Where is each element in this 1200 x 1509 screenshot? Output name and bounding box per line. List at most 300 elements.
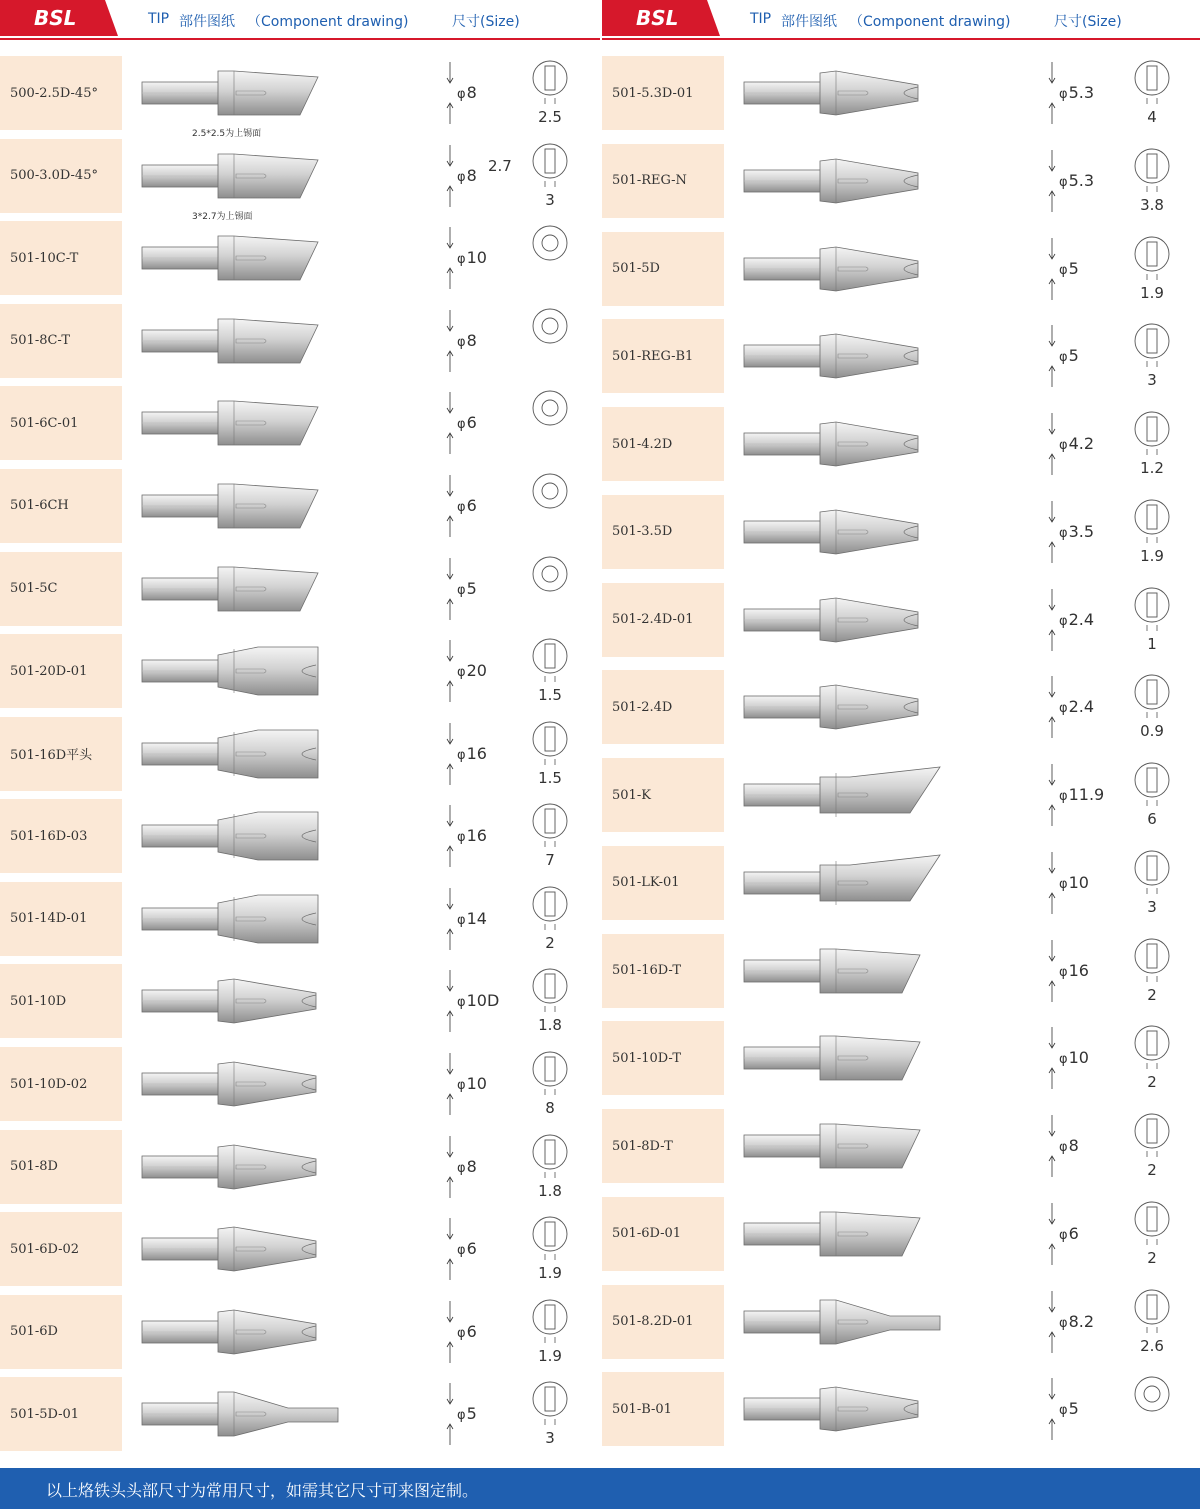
title-en: （Component drawing) [849,14,1011,30]
tip-width-value: 1.2 [1140,459,1164,477]
end-view [520,58,580,132]
end-view [520,1297,580,1371]
diameter-dimension [445,471,505,541]
dimension-arrow-icon [1047,1199,1057,1269]
tip-width-value: 1.8 [538,1181,562,1200]
diameter-dimension [445,554,505,624]
part-number: 501-8.2D-01 [602,1285,724,1359]
end-view [1122,672,1182,746]
tip-drawing [138,222,348,294]
part-number: 501-16D-03 [0,799,122,873]
tip-width-value: 2 [1147,1161,1157,1179]
end-view [520,801,580,875]
tip-row [0,469,600,543]
tip-width-value: 4 [1147,108,1157,126]
tip-row [0,1130,600,1204]
tip-row [602,407,1200,481]
diameter-dimension [445,801,505,871]
tip-drawing [138,305,348,377]
tip-drawing [138,883,348,955]
tip-drawing-container [740,1373,950,1449]
tip-drawing-container [138,718,348,794]
part-number: 500-3.0D-45° [0,139,122,213]
diameter-value: φ 2.4 [1059,610,1094,629]
end-view [520,719,580,793]
diameter-value: φ 20 [457,661,487,680]
tip-label: TIP [148,11,170,27]
tip-width-value: 1.8 [538,1016,562,1035]
dimension-arrow-icon [445,1132,455,1202]
tip-row [0,139,600,222]
part-number: 501-5D [602,232,724,306]
diameter-dimension [445,58,505,128]
end-view [520,636,580,710]
dimension-arrow-icon [445,884,455,954]
tip-drawing [138,1213,348,1285]
end-view-icon [1130,58,1174,110]
end-view [520,966,580,1040]
part-number: 501-14D-01 [0,882,122,956]
tip-width-value: 2.5 [538,108,562,126]
end-view [520,223,580,297]
tip-drawing-container [740,1198,950,1274]
end-view [520,141,580,215]
tip-drawing-container [740,57,950,133]
tip-drawing [740,57,950,129]
diameter-dimension [1047,1287,1107,1357]
tip-drawing [740,1022,950,1094]
dimension-arrow-icon [1047,585,1057,655]
tip-row [0,882,600,956]
end-view [1122,146,1182,220]
diameter-dimension [1047,58,1107,128]
tip-drawing [138,387,348,459]
tip-width-value: 1.5 [538,768,562,787]
tip-drawing [138,57,348,129]
tip-width-value: 3.8 [1140,195,1164,214]
end-view-icon [1130,409,1174,461]
tip-width-value: 0.9 [1140,722,1164,741]
end-view-icon [528,719,572,771]
diameter-value: φ 5.3 [1059,83,1094,102]
tip-row [602,583,1200,657]
tip-drawing-container [740,1286,950,1362]
tip-drawing-container [138,883,348,959]
tip-width-value: 1.9 [538,1346,562,1365]
tip-drawing-container [138,222,348,298]
dimension-arrow-icon [1047,760,1057,830]
part-number: 501-16D平头 [0,717,122,791]
end-view [1122,234,1182,308]
dimension-arrow-icon [1047,234,1057,304]
end-view-icon [528,388,572,440]
tip-row [0,1377,600,1451]
end-view-icon [528,141,572,193]
dimension-arrow-icon [445,966,455,1036]
dimension-arrow-icon [445,58,455,128]
title-cn: 部件图纸 [179,14,235,30]
tip-drawing [740,233,950,305]
diameter-dimension [1047,848,1107,918]
tip-drawing [740,671,950,743]
tinning-note: 3*2.7为上锡面 [192,211,253,222]
part-number: 501-5.3D-01 [602,56,724,130]
tip-drawing [740,496,950,568]
dimension-arrow-icon [445,388,455,458]
tip-width-value: 1.9 [1140,283,1164,302]
dimension-arrow-icon [1047,58,1057,128]
diameter-value: φ 5 [1059,346,1079,365]
tip-drawing [138,1048,348,1120]
tip-row [0,717,600,791]
end-view [1122,1287,1182,1361]
tip-row [602,144,1200,218]
logo-text: BSL [34,6,77,30]
tip-drawing [740,1373,950,1445]
diameter-value: φ 6 [457,413,477,432]
diameter-value: φ 11.9 [1059,785,1104,804]
tip-width-value: 3 [1147,897,1157,916]
tip-width-value: 1.9 [538,1264,562,1283]
dimension-arrow-icon [445,1049,455,1119]
tip-drawing [740,584,950,656]
end-view-icon [1130,1023,1174,1075]
dimension-arrow-icon [445,719,455,789]
tip-width-value: 2 [1147,1248,1157,1267]
tip-label: TIP [750,11,772,27]
tip-drawing-container [138,800,348,876]
diameter-dimension [445,966,505,1036]
tip-drawing [138,140,348,212]
tip-drawing-container [740,671,950,747]
diameter-value: φ 16 [457,744,487,763]
diameter-value: φ 5 [457,579,477,598]
end-view-icon [528,636,572,688]
end-view [520,388,580,462]
tip-drawing-container [740,145,950,221]
part-number: 501-16D-T [602,934,724,1008]
tip-width-value: 7 [545,851,555,870]
tip-row [602,1372,1200,1446]
tip-drawing-container [138,57,348,133]
diameter-value: φ 10 [457,1074,487,1093]
footer-bar [0,1468,1200,1509]
tip-drawing [740,1198,950,1270]
tip-row [0,552,600,626]
end-view-icon [528,966,572,1018]
tip-row [602,1021,1200,1095]
end-view-icon [1130,234,1174,286]
tip-width-value: 2 [1147,985,1157,1004]
end-view [520,1214,580,1288]
end-view-icon [528,471,572,523]
tip-drawing [740,847,950,919]
dimension-arrow-icon [1047,672,1057,742]
dimension-arrow-icon [1047,1287,1057,1357]
tip-drawing [138,965,348,1037]
part-number: 501-8C-T [0,304,122,378]
part-number: 501-10D-T [602,1021,724,1095]
tip-drawing-container [138,965,348,1041]
tip-drawing [740,408,950,480]
tip-drawing-container [138,553,348,629]
tip-row [0,799,600,873]
part-number: 501-LK-01 [602,846,724,920]
footer-note: 以上烙铁头头部尺寸为常用尺寸，如需其它尺寸可来图定制。 [46,1481,479,1500]
diameter-value: φ 10 [1059,1048,1089,1067]
tip-drawing-container [740,408,950,484]
diameter-dimension [445,306,505,376]
dimension-arrow-icon [1047,1111,1057,1181]
part-number: 501-REG-N [602,144,724,218]
part-number: 501-6CH [0,469,122,543]
part-number: 501-2.4D [602,670,724,744]
tip-drawing [138,470,348,542]
end-view-icon [1130,497,1174,549]
tip-drawing-container [138,1378,348,1454]
end-view-icon [1130,146,1174,198]
part-number: 501-8D [0,1130,122,1204]
tip-row [0,1295,600,1369]
tip-drawing [138,635,348,707]
title-cn: 部件图纸 [781,14,837,30]
end-view-icon [528,1214,572,1266]
dimension-arrow-icon [445,801,455,871]
part-number: 501-6C-01 [0,386,122,460]
tip-row [0,1047,600,1121]
tip-drawing-container [740,496,950,572]
diameter-value: φ 8 [457,1157,477,1176]
part-number: 501-8D-T [602,1109,724,1183]
diameter-dimension [1047,321,1107,391]
part-number: 501-5D-01 [0,1377,122,1451]
diameter-value: φ 10D [457,991,499,1010]
dimension-arrow-icon [445,141,455,211]
diameter-dimension [1047,936,1107,1006]
end-view [1122,497,1182,571]
tip-row [602,232,1200,306]
end-view-icon [1130,321,1174,373]
part-number: 501-20D-01 [0,634,122,708]
part-number: 501-B-01 [602,1372,724,1446]
end-view-icon [1130,585,1174,637]
end-view [520,306,580,380]
diameter-dimension [445,388,505,458]
tip-row [0,304,600,378]
bsl-logo [0,0,118,36]
tip-row [602,495,1200,569]
diameter-value: φ 14 [457,909,487,928]
dimension-arrow-icon [1047,409,1057,479]
diameter-value: φ 6 [457,1239,477,1258]
end-view-icon [528,1049,572,1101]
tip-drawing-container [740,759,950,835]
tip-row [602,1109,1200,1183]
end-view-icon [528,306,572,358]
tip-drawing [740,145,950,217]
diameter-value: φ 8 [457,331,477,350]
diameter-dimension [445,636,505,706]
part-number: 501-6D-01 [602,1197,724,1271]
tip-drawing [740,1110,950,1182]
diameter-dimension [1047,1111,1107,1181]
dimension-arrow-icon [445,1379,455,1449]
dimension-arrow-icon [1047,848,1057,918]
diameter-dimension [1047,585,1107,655]
tip-row [0,1212,600,1286]
tip-row [602,1285,1200,1359]
tip-drawing [740,320,950,392]
end-view [520,884,580,958]
diameter-dimension [445,223,505,293]
diameter-value: φ 3.5 [1059,522,1094,541]
end-view-icon [1130,760,1174,812]
tip-width-value: 1 [1147,634,1157,653]
tip-row [602,1197,1200,1271]
diameter-value: φ 2.4 [1059,697,1094,716]
diameter-dimension [445,141,505,211]
diameter-dimension [1047,1199,1107,1269]
tip-drawing [138,1131,348,1203]
tip-width-value: 1.9 [1140,546,1164,565]
tip-row [602,670,1200,744]
diameter-value: φ 8.2 [1059,1312,1094,1331]
dimension-arrow-icon [445,1297,455,1367]
end-view-icon [1130,1111,1174,1163]
diameter-value: φ 6 [457,1322,477,1341]
end-view [1122,409,1182,483]
tip-row [602,758,1200,832]
end-view-icon [528,1379,572,1431]
end-view [1122,58,1182,132]
diameter-value: φ 5 [1059,1399,1079,1418]
tip-row [0,56,600,139]
end-view-icon [528,1297,572,1349]
diameter-value: φ 8 [457,83,477,102]
tip-row [602,846,1200,920]
end-view [1122,1111,1182,1185]
end-view-icon [528,1132,572,1184]
diameter-value: φ 5 [457,1404,477,1423]
end-view-icon [528,58,572,110]
diameter-value: φ 6 [457,496,477,515]
end-view-icon [1130,1287,1174,1339]
left-panel [0,0,600,1468]
diameter-dimension [445,1297,505,1367]
tip-drawing-container [138,1296,348,1372]
tip-drawing-container [740,320,950,396]
tip-drawing-container [138,1213,348,1289]
dimension-arrow-icon [1047,146,1057,216]
diameter-dimension [1047,234,1107,304]
tip-width-value: 3 [545,1429,555,1448]
diameter-dimension [1047,1374,1107,1444]
tip-drawing [138,553,348,625]
part-number: 501-6D [0,1295,122,1369]
tip-row [0,221,600,295]
tip-row [602,934,1200,1008]
diameter-dimension [445,719,505,789]
title-en: （Component drawing) [247,14,409,30]
tip-width-value: 1.5 [538,686,562,705]
size-label: 尺寸(Size) [1054,14,1122,30]
bsl-logo [602,0,720,36]
dimension-arrow-icon [445,223,455,293]
end-view-icon [528,554,572,606]
diameter-dimension [445,1132,505,1202]
part-number: 501-5C [0,552,122,626]
tip-drawing [740,759,950,831]
tip-drawing-container [138,387,348,463]
dimension-arrow-icon [1047,1023,1057,1093]
end-view-icon [1130,848,1174,900]
end-view [1122,1023,1182,1097]
tip-drawing [740,1286,950,1358]
tip-width-value: 2 [545,933,555,952]
tip-drawing [138,1378,348,1450]
part-number: 501-3.5D [602,495,724,569]
tip-row [0,634,600,708]
end-view [520,554,580,628]
tip-width-value: 2.6 [1140,1336,1164,1355]
tip-drawing-container [740,847,950,923]
diameter-value: φ 4.2 [1059,434,1094,453]
dimension-arrow-icon [445,636,455,706]
dimension-arrow-icon [445,306,455,376]
tinning-note: 2.5*2.5为上锡面 [192,129,262,139]
left-header [0,0,600,40]
tip-width-value: 8 [545,1099,555,1118]
tip-row [602,319,1200,393]
diameter-dimension [445,884,505,954]
diameter-value: φ 16 [1059,961,1089,980]
tip-drawing-container [138,305,348,381]
tip-drawing-container [138,1048,348,1124]
part-number: 501-6D-02 [0,1212,122,1286]
tip-drawing [138,1296,348,1368]
tip-drawing-container [740,935,950,1011]
extra-dimension: 2.7 [488,156,512,175]
end-view-icon [528,884,572,936]
end-view [1122,1374,1182,1448]
tip-row [0,386,600,460]
tip-drawing-container [138,1131,348,1207]
end-view [520,1132,580,1206]
size-label: 尺寸(Size) [452,14,520,30]
right-panel [602,0,1200,1468]
end-view-icon [1130,936,1174,988]
diameter-dimension [445,1214,505,1284]
end-view [1122,585,1182,659]
end-view [1122,936,1182,1010]
dimension-arrow-icon [445,554,455,624]
tip-width-value: 6 [1147,810,1157,828]
end-view [1122,1199,1182,1273]
end-view-icon [1130,1374,1174,1426]
part-number: 501-10C-T [0,221,122,295]
diameter-value: φ 5.3 [1059,171,1094,190]
tip-drawing-container [138,140,348,216]
diameter-value: φ 8 [1059,1136,1079,1155]
end-view-icon [528,801,572,853]
end-view [520,471,580,545]
tip-width-value: 3 [545,190,555,209]
diameter-dimension [445,1049,505,1119]
diameter-value: φ 8 [457,166,477,185]
tip-drawing-container [740,1022,950,1098]
part-number: 501-2.4D-01 [602,583,724,657]
diameter-dimension [1047,1023,1107,1093]
